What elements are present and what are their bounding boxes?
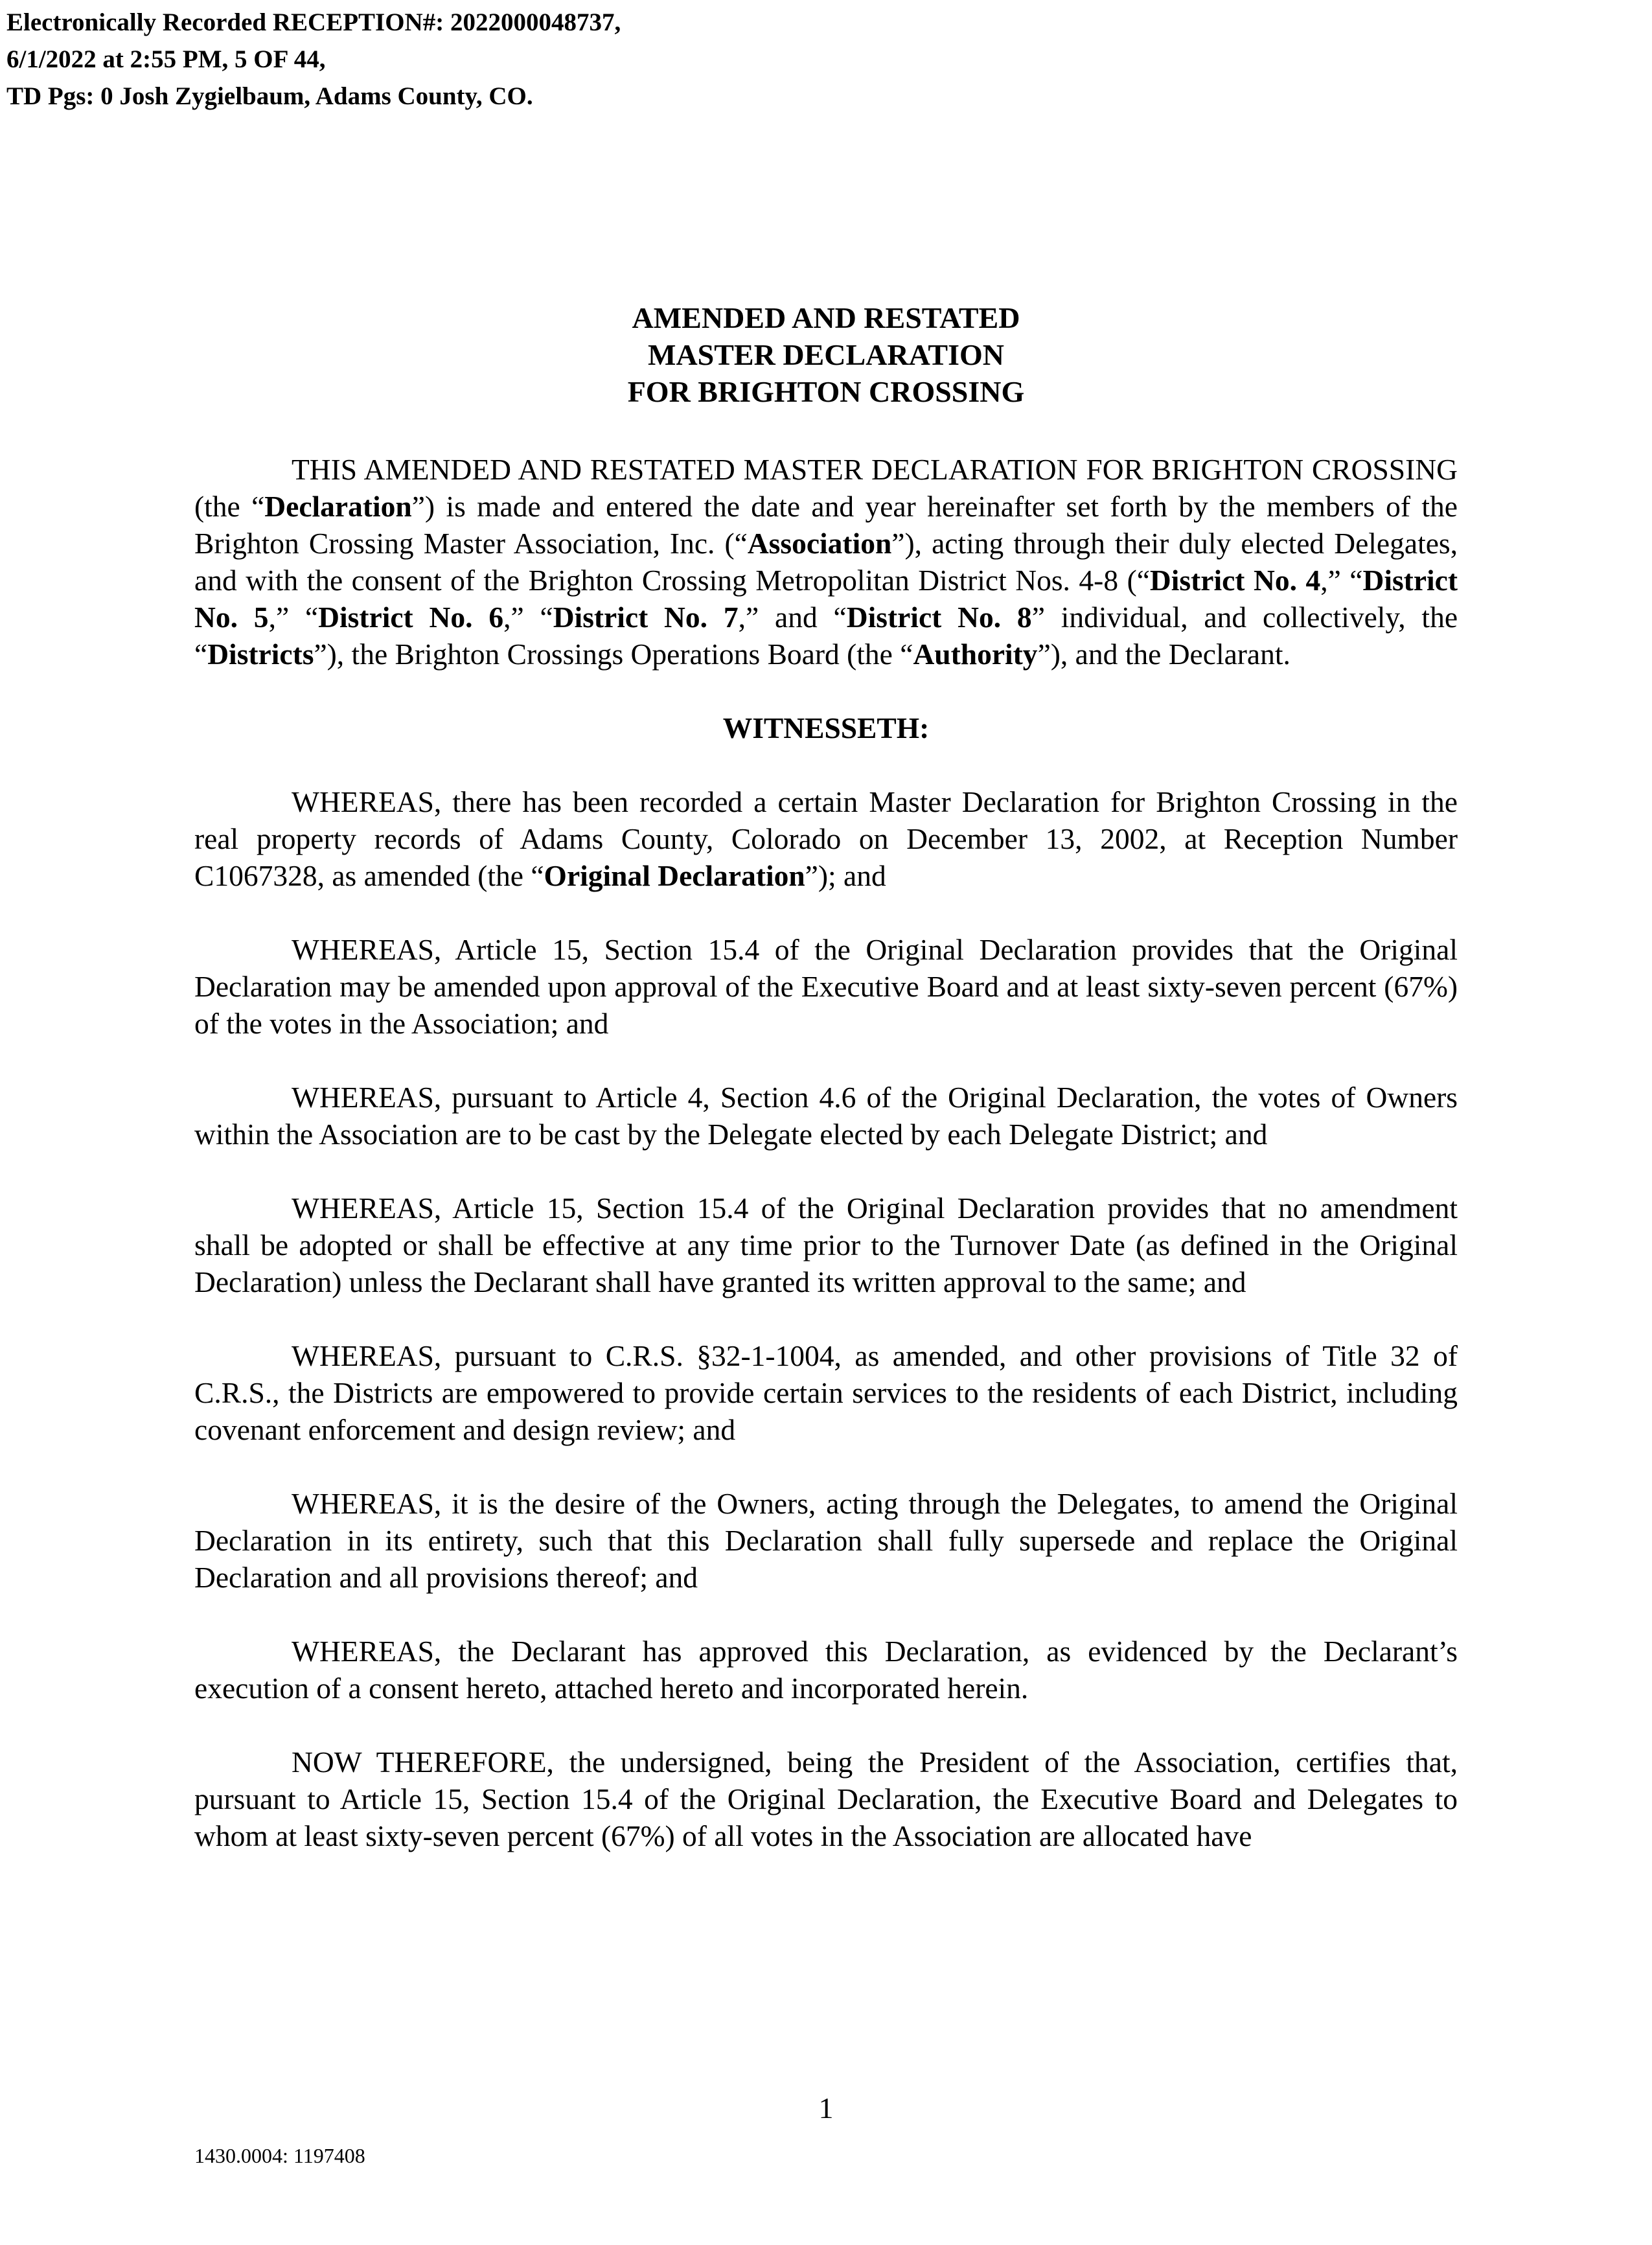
recording-stamp-line: TD Pgs: 0 Josh Zygielbaum, Adams County, CO. [6, 82, 533, 110]
title-line: AMENDED AND RESTATED [632, 301, 1020, 334]
intro-paragraph: THIS AMENDED AND RESTATED MASTER DECLARATION FOR BRIGHTON CROSSING (the “Declaration”) is made and entered the date and year hereinafter set forth by the members of the Brighton Crossing Master Association, Inc. (“Association”), acting through their duly elected Delegates, and with the consent of the Brighton Crossing Metropolitan District Nos. 4-8 (“District No. 4,” “District No. 5,” “District No. 6,” “District No. 7,” and “District No. 8” individual, and collectively, the “Districts”), the Brighton Crossings Operations Board (the “Authority”), and the Declarant. [194, 453, 1458, 671]
defined-term: District No. 8 [846, 601, 1032, 634]
recording-stamp [6, 4, 621, 115]
defined-term: Association [747, 527, 892, 560]
recording-stamp-line: Electronically Recorded RECEPTION#: 2022000048737, [6, 8, 621, 36]
defined-term: Declaration [264, 490, 412, 523]
now-therefore-paragraph: NOW THEREFORE, the undersigned, being the President of the Association, certifies that, pursuant to Article 15, Section 15.4 of the Original Declaration, the Executive Board and Delegates to whom at least sixty-seven percent (67%) of all votes in the Association are allocated have [194, 1745, 1458, 1852]
title-line: MASTER DECLARATION [648, 338, 1004, 371]
document-body [194, 451, 1458, 1854]
defined-term: Districts [207, 638, 314, 671]
recording-stamp-line: 6/1/2022 at 2:55 PM, 5 OF 44, [6, 45, 326, 73]
defined-term: Authority [913, 638, 1038, 671]
defined-term: District No. 7 [553, 601, 739, 634]
whereas-paragraph: WHEREAS, there has been recorded a certain Master Declaration for Brighton Crossing in the real property records of Adams County, Colorado on December 13, 2002, at Reception Number C1067328, as amended (the “Original Declaration”); and [194, 785, 1458, 892]
whereas-paragraph: WHEREAS, Article 15, Section 15.4 of the Original Declaration provides that no amendment shall be adopted or shall be effective at any time prior to the Turnover Date (as defined in the Original Declaration) unless the Declarant shall have granted its written approval to the same; and [194, 1192, 1458, 1298]
whereas-paragraph: WHEREAS, the Declarant has approved this Declaration, as evidenced by the Declarant’s execution of a consent hereto, attached hereto and incorporated herein. [194, 1635, 1458, 1705]
title-line: FOR BRIGHTON CROSSING [627, 375, 1025, 408]
document-number: 1430.0004: 1197408 [194, 2144, 365, 2167]
whereas-paragraph: WHEREAS, it is the desire of the Owners, acting through the Delegates, to amend the Original Declaration in its entirety, such that this Declaration shall fully supersede and replace the Original Declaration and all provisions thereof; and [194, 1487, 1458, 1594]
page-number: 1 [818, 2091, 834, 2124]
defined-term: District No. 5 [194, 564, 1458, 634]
document-title [0, 299, 1652, 410]
whereas-paragraph: WHEREAS, Article 15, Section 15.4 of the Original Declaration provides that the Original Declaration may be amended upon approval of the Executive Board and at least sixty-seven percent (67%) of the votes in the Association; and [194, 933, 1458, 1040]
whereas-paragraph: WHEREAS, pursuant to C.R.S. §32-1-1004, as amended, and other provisions of Title 32 of C.R.S., the Districts are empowered to provide certain services to the residents of each District, including covenant enforcement and design review; and [194, 1339, 1458, 1446]
whereas-paragraph: WHEREAS, pursuant to Article 4, Section 4.6 of the Original Declaration, the votes of Owners within the Association are to be cast by the Delegate elected by each Delegate District; and [194, 1081, 1458, 1151]
defined-term: District No. 6 [318, 601, 504, 634]
witnesseth-heading: WITNESSETH: [722, 711, 930, 744]
defined-term: District No. 4 [1149, 564, 1321, 597]
defined-term: Original Declaration [544, 859, 805, 892]
